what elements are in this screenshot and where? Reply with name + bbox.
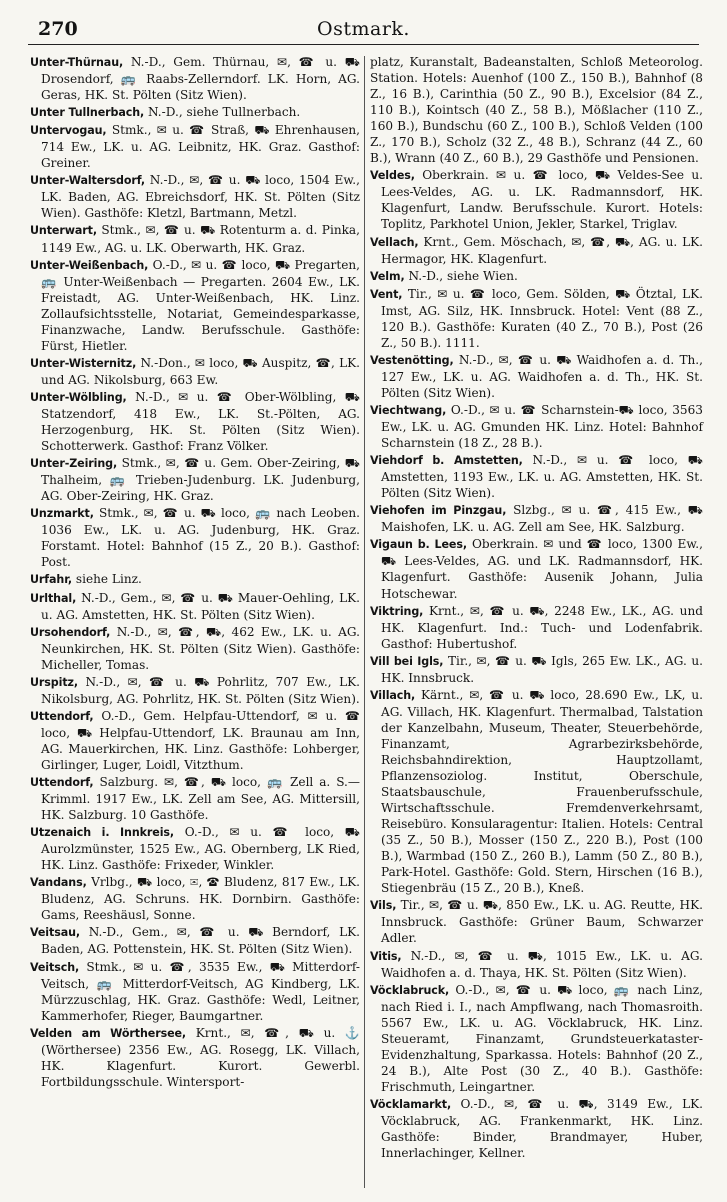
place-name: Unter-Wölbling, — [30, 390, 127, 404]
place-name: Urfahr, — [30, 573, 73, 587]
column-divider — [364, 56, 365, 1188]
place-name: Vitis, — [370, 949, 402, 963]
right-column — [370, 54, 703, 1194]
place-name: Unter-Waltersdorf, — [30, 174, 146, 188]
place-entry — [370, 402, 703, 451]
place-details: Slzbg., ✉ u. ☎, 415 Ew., ⛟ Maishofen, LK. u. AG. Zell am See, HK. Salzburg. — [381, 503, 703, 535]
place-entry — [30, 257, 360, 354]
place-name: Vellach, — [370, 235, 419, 249]
place-entry — [30, 571, 360, 588]
place-name: Villach, — [370, 688, 416, 702]
place-entry — [30, 104, 360, 121]
place-entry — [370, 603, 703, 652]
place-details: Tir., ✉, ☎ u. ⛟, 850 Ew., LK. u. AG. Reutte, HK. Innsbruck. Gasthöfe: Grüner Baum, Schwarzer Adler. — [381, 898, 703, 946]
place-name: Uttendorf, — [30, 776, 94, 790]
place-name: Velm, — [370, 269, 405, 283]
place-entry — [370, 502, 703, 535]
place-entry — [370, 167, 703, 232]
place-name: Unterwart, — [30, 224, 97, 238]
place-details: N.-D., ✉ u. ☎ loco, ⛟ Amstetten, 1193 Ew., LK. u. AG. Amstetten, HK. St. Pölten (Sitz Wien). — [381, 453, 703, 501]
place-entry — [30, 674, 360, 707]
place-name: Vöcklabruck, — [370, 983, 450, 997]
place-entry — [30, 389, 360, 454]
place-name: Veldes, — [370, 169, 415, 183]
place-details: O.-D., Gem. Helpfau-Uttendorf, ✉ u. ☎ loco, ⛟ Helpfau-Uttendorf, LK. Braunau am Inn, AG. Mauerkirchen, HK. Linz. Gasthöfe: Lohberger, Girlinger, Luger, Loidl, Vitzthum. — [41, 708, 360, 772]
place-name: Viktring, — [370, 604, 424, 618]
place-entry — [370, 897, 703, 946]
place-entry — [370, 452, 703, 501]
place-details: N.-D., ✉ u. ☎ Ober-Wölbling, ⛟ Statzendorf, 418 Ew., LK. St.-Pölten, AG. Herzogenburg, HK. St. Pölten (Sitz Wien). Schotterwerk. Gasthof: Franz Völker. — [41, 389, 360, 454]
place-name: Vils, — [370, 899, 397, 913]
place-entry — [370, 54, 703, 166]
place-entry — [30, 624, 360, 673]
place-entry — [30, 54, 360, 103]
place-entry — [30, 708, 360, 773]
place-entry — [30, 774, 360, 823]
place-name: Viehofen im Pinzgau, — [370, 504, 507, 518]
page-number: 270 — [38, 18, 78, 40]
place-details: N.-D., Gem., ✉, ☎ u. ⛟ Berndorf, LK. Baden, AG. Pottenstein, HK. St. Pölten (Sitz Wien). — [41, 925, 360, 957]
place-entry — [30, 824, 360, 873]
place-details: Salzburg. ✉, ☎, ⛟ loco, 🚌 Zell a. S.—Krimml. 1917 Ew., LK. Zell am See, AG. Mittersill, HK. Salzburg. 10 Gasthöfe. — [41, 775, 360, 823]
place-entry — [30, 924, 360, 957]
place-entry — [370, 286, 703, 351]
place-details: N.-D., ✉, ☎ u. ⛟ Waidhofen a. d. Th., 127 Ew., LK. u. AG. Waidhofen a. d. Th., HK. St. Pölten (Sitz Wien). — [381, 352, 703, 400]
place-name: Vestenötting, — [370, 353, 454, 367]
place-entry — [30, 222, 360, 255]
place-name: Viehdorf b. Amstetten, — [370, 454, 523, 468]
place-details: N.-D., siehe Tullnerbach. — [148, 105, 301, 120]
page-header — [28, 14, 699, 45]
place-entry — [30, 455, 360, 504]
place-entry — [370, 1096, 703, 1161]
place-entry — [30, 505, 360, 570]
place-name: Ursohendorf, — [30, 625, 111, 639]
place-details: Krnt., Gem. Möschach, ✉, ☎, ⛟, AG. u. LK. Hermagor, HK. Klagenfurt. — [381, 234, 703, 266]
place-name: Vent, — [370, 287, 403, 301]
place-details: Oberkrain. ✉ und ☎ loco, 1300 Ew., ⛟ Lees-Veldes, AG. und LK. Radmannsdorf, HK. Klagenfurt. Gasthöfe: Ausenik Johann, Julia Hotschewar. — [381, 537, 703, 601]
place-name: Unter-Wisternitz, — [30, 356, 137, 370]
place-name: Unter-Weißenbach, — [30, 258, 149, 272]
place-entry — [370, 536, 703, 601]
place-details: Tir., ✉ u. ☎ loco, Gem. Sölden, ⛟ Ötztal, LK. Imst, AG. Silz, HK. Innsbruck. Hotel: Vent (88 Z., 120 B.). Gasthöfe: Kuraten (40 Z., 70 B.), Post (26 Z., 50 B.). 1111. — [381, 286, 703, 350]
place-details: O.-D., ✉ u. ☎ loco, ⛟ Pregarten, 🚌 Unter-Weißenbach — Pregarten. 2604 Ew., LK. Freistadt, AG. Unter-Weißenbach, HK. Linz. Zollaufsichtsstelle, Notariat, Gemeindesparkasse, Finanzwache, Landw. Berufsschule. Gasthöfe: Fürst, Hietler. — [41, 257, 360, 353]
place-details: N.-D., ✉, ☎ u. ⛟ Pohrlitz, 707 Ew., LK. Nikolsburg, AG. Pohrlitz, HK. St. Pölten (Sitz Wien). — [41, 674, 360, 706]
place-details: Kärnt., ✉, ☎ u. ⛟ loco, 28.690 Ew., LK, u. AG. Villach, HK. Klagenfurt. Thermalbad, Talstation der Kanzelbahn, Museum, Theater, Steuerbehörde, Finanzamt, Agrarbezirksbehörde, Reichsbahndirektion, Hauptzollamt, Pflanzensoziolog. Institut, Oberschule, Staatsbauschule, Frauenberufsschule, Wirtschaftsschule. Fremdenverkehrsamt, Reisebüro. Konsularagentur: Italien. Hotels: Central (35 Z., 50 B.), Mosser (150 Z., 220 B.), Post (100 B.), Warmbad (150 Z., 260 B.), Lamm (50 Z., 80 B.), Park-Hotel. Gasthöfe: Gold. Stern, Hirschen (16 B.), Stiegenbräu (15 Z., 20 B.), Kneß. — [381, 687, 703, 896]
place-entry — [370, 234, 703, 267]
place-entry — [370, 653, 703, 686]
place-entry — [370, 687, 703, 897]
place-entry — [370, 982, 703, 1095]
place-details: Krnt., ✉, ☎ u. ⛟, 2248 Ew., LK., AG. und HK. Klagenfurt. Ind.: Tuch- und Lodenfabrik. Gasthof: Hubertushof. — [381, 603, 703, 651]
place-name: Uttendorf, — [30, 709, 94, 723]
place-details: Stmk., ✉ u. ☎, 3535 Ew., ⛟ Mitterdorf-Veitsch, 🚌 Mitterdorf-Veitsch, AG Kindberg, LK. Mürzzuschlag, HK. Graz. Gasthöfe: Wedl, Leitner, Kammerhofer, Rieger, Baumgartner. — [41, 959, 360, 1023]
place-name: Urlthal, — [30, 591, 77, 605]
left-column — [30, 54, 360, 1194]
page-title: Ostmark. — [317, 18, 410, 40]
place-details: Oberkrain. ✉ u. ☎ loco, ⛟ Veldes-See u. Lees-Veldes, AG. u. LK. Radmannsdorf, HK. Klagenfurt, Landw. Berufsschule. Kurort. Hotels: Toplitz, Parkhotel Union, Jekler, Starkel, Triglav. — [381, 168, 703, 232]
place-details: O.-D., ✉, ☎ u. ⛟, 3149 Ew., LK. Vöcklabruck, AG. Frankenmarkt, HK. Linz. Gasthöfe: Binder, Brandmayer, Huber, Innerlachinger, Kellner. — [381, 1096, 703, 1161]
place-details: N.-D., ✉, ☎ u. ⛟ loco, 1504 Ew., LK. Baden, AG. Ebreichsdorf, HK. St. Pölten (Sitz Wien). Gasthöfe: Kletzl, Bartmann, Metzl. — [41, 173, 360, 221]
place-details: Stmk., ✉ u. ☎ Straß, ⛟ Ehrenhausen, 714 Ew., LK. u. AG. Leibnitz, HK. Graz. Gasthof: Greiner. — [41, 123, 360, 171]
place-entry — [30, 1025, 360, 1090]
place-details: N.-D., ✉, ☎, ⛟, 462 Ew., LK. u. AG. Neunkirchen, HK. St. Pölten (Sitz Wien). Gasthöfe: Micheller, Tomas. — [41, 624, 360, 672]
place-details: O.-D., ✉ u. ☎ loco, ⛟ Aurolzmünster, 1525 Ew., AG. Obernberg, LK Ried, HK. Linz. Gasthöfe: Frixeder, Winkler. — [41, 825, 360, 873]
place-details: Vrlbg., ⛟ loco, ✉, ☎ Bludenz, 817 Ew., LK. Bludenz, AG. Schruns. HK. Dornbirn. Gasthöfe: Gams, Reeshäusl, Sonne. — [41, 875, 360, 923]
place-details: siehe Linz. — [75, 572, 142, 587]
place-entry — [30, 874, 360, 923]
place-details: Tir., ✉, ☎ u. ⛟ Igls, 265 Ew. LK., AG. u. HK. Innsbruck. — [381, 653, 703, 685]
place-name: Unter-Thürnau, — [30, 56, 124, 69]
place-entry — [370, 948, 703, 981]
place-name: Unzmarkt, — [30, 507, 94, 521]
place-details: Krnt., ✉, ☎, ⛟ u. ⚓ (Wörthersee) 2356 Ew., AG. Rosegg, LK. Villach, HK. Klagenfurt. Kurort. Gewerbl. Fortbildungsschule. Wintersport- — [41, 1025, 360, 1089]
place-entry — [30, 172, 360, 221]
place-name: Veitsau, — [30, 926, 81, 940]
place-details: N.-D., ✉, ☎ u. ⛟, 1015 Ew., LK. u. AG. Waidhofen a. d. Thaya, HK. St. Pölten (Sitz Wien). — [381, 948, 703, 980]
place-entry — [30, 355, 360, 388]
place-name: Vöcklamarkt, — [370, 1097, 452, 1111]
place-details: Stmk., ✉, ☎ u. ⛟ Rotenturm a. d. Pinka, 1149 Ew., AG. u. LK. Oberwarth, HK. Graz. — [41, 223, 360, 255]
place-name: Veitsch, — [30, 960, 80, 974]
place-details: O.-D., ✉ u. ☎ Scharnstein-⛟ loco, 3563 Ew., LK. u. AG. Gmunden HK. Linz. Hotel: Bahnhof Scharnstein (18 Z., 28 B.). — [381, 402, 703, 451]
place-details: O.-D., ✉, ☎ u. ⛟ loco, 🚌 nach Linz, nach Ried i. I., nach Ampflwang, nach Thomasroith. 5567 Ew., LK. u. AG. Vöcklabruck, HK. Linz. Steueramt, Finanzamt, Grundsteuerkataster-Evidenzhaltung, Sparkassa. Hotels: Bahnhof (20 Z., 24 B.), Alte Post (30 Z., 40 B.). Gasthöfe: Frischmuth, Leingartner. — [381, 982, 703, 1094]
place-entry — [30, 590, 360, 623]
place-name: Untervogau, — [30, 124, 107, 138]
place-entry — [370, 352, 703, 401]
place-details: N.-D., Gem., ✉, ☎ u. ⛟ Mauer-Oehling, LK. u. AG. Amstetten, HK. St. Pölten (Sitz Wien). — [41, 590, 360, 622]
place-details: N.-Don., ✉ loco, ⛟ Auspitz, ☎, LK. und AG. Nikolsburg, 663 Ew. — [41, 355, 360, 387]
place-entry — [30, 122, 360, 171]
place-entry — [30, 959, 360, 1024]
place-name: Viechtwang, — [370, 403, 447, 417]
place-name: Utzenaich i. Innkreis, — [30, 826, 175, 840]
place-name: Vandans, — [30, 876, 87, 890]
place-details: N.-D., siehe Wien. — [408, 268, 518, 283]
place-name: Vigaun b. Lees, — [370, 538, 467, 552]
place-details: platz, Kuranstalt, Badeanstalten, Schloß Meteorolog. Station. Hotels: Auenhof (100 Z., 150 B.), Bahnhof (8 Z., 16 B.), Carinthia (50 Z., 90 B.), Excelsior (84 Z., 110 B.), Kointsch (40 Z., 58 B.), Mößlacher (110 Z., 160 B.), Bundschu (60 Z., 100 B.), Schloß Velden (100 Z., 170 B.), Scholz (32 Z., 48 B.), Schranz (44 Z., 60 B.), Wrann (40 Z., 60 B.), 29 Gasthöfe und Pensionen. — [370, 55, 703, 166]
place-name: Urspitz, — [30, 675, 79, 689]
place-name: Velden am Wörthersee, — [30, 1026, 187, 1040]
place-name: Vill bei Igls, — [370, 654, 444, 668]
place-details: Stmk., ✉, ☎ u. ⛟ loco, 🚌 nach Leoben. 1036 Ew., LK. u. AG. Judenburg, HK. Graz. Forstamt. Hotel: Bahnhof (15 Z., 20 B.). Gasthof: Post. — [41, 506, 360, 570]
place-entry — [370, 268, 703, 285]
place-name: Unter Tullnerbach, — [30, 106, 145, 120]
place-details: N.-D., Gem. Thürnau, ✉, ☎ u. ⛟ Drosendorf, 🚌 Raabs-Zellerndorf. LK. Horn, AG. Geras, HK. St. Pölten (Sitz Wien). — [41, 55, 360, 103]
place-name: Unter-Zeiring, — [30, 457, 118, 471]
place-details: Stmk., ✉, ☎ u. Gem. Ober-Zeiring, ⛟ Thalheim, 🚌 Trieben-Judenburg. LK. Judenburg, AG. Ober-Zeiring, HK. Graz. — [41, 456, 360, 504]
